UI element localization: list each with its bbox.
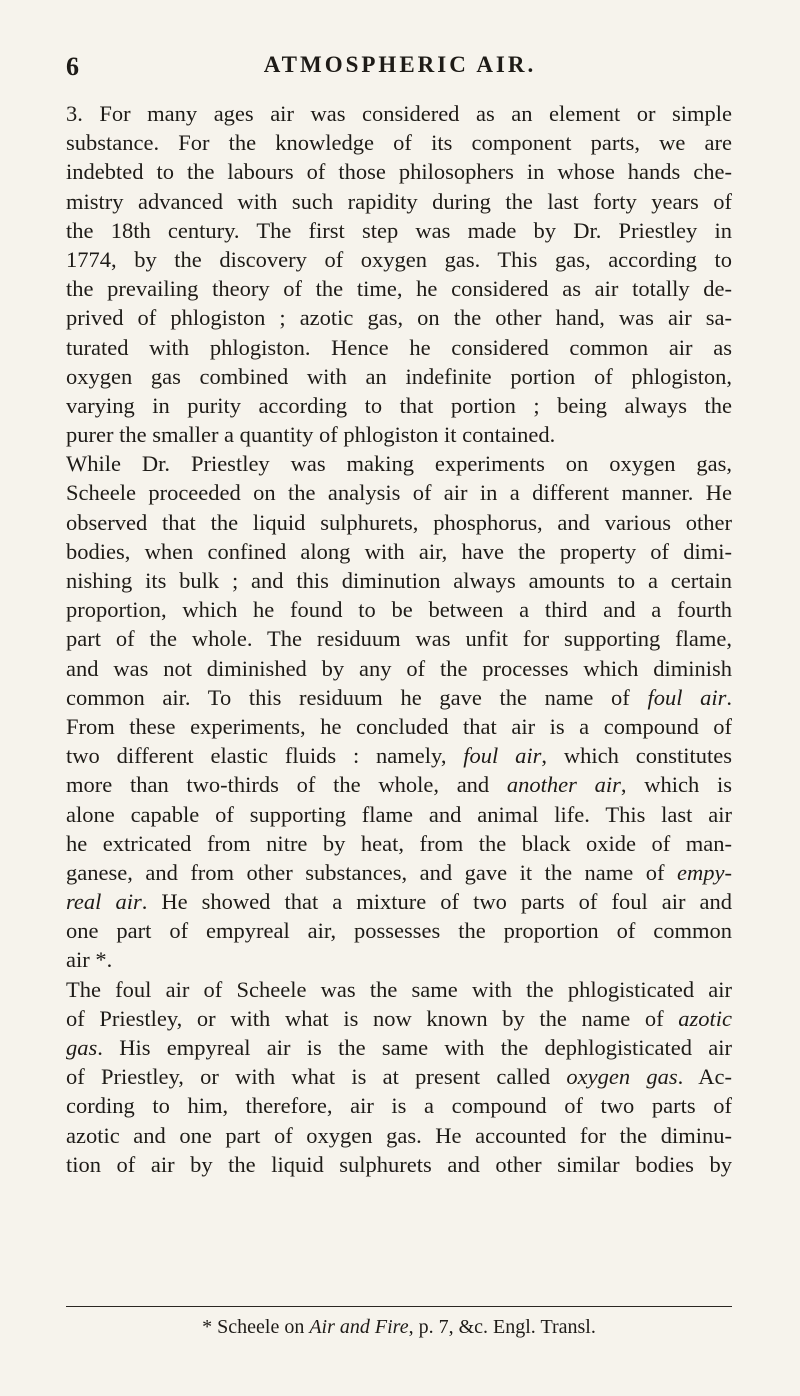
text-segment: ganese, and from other substances, and gave it the name of (66, 859, 678, 885)
body-text (66, 99, 732, 1179)
text-segment: , which is (620, 772, 732, 798)
italic-term: empy- (677, 859, 732, 885)
text-segment: common air. To this residuum he gave the name of (66, 684, 648, 710)
italic-term: oxygen gas (566, 1064, 678, 1090)
footnote-rule (66, 1306, 732, 1307)
footnote (66, 1314, 732, 1340)
text-line (66, 362, 732, 391)
text-line (66, 566, 732, 595)
text-line (66, 274, 732, 303)
page-header (66, 52, 734, 86)
text-segment: alone capable of supporting flame and animal life. This last air (66, 801, 732, 827)
italic-term: real air (66, 889, 142, 915)
text-segment: part of the whole. The residuum was unfit for supporting flame, (66, 626, 732, 652)
text-line (66, 916, 732, 945)
text-segment: . His empyreal air is the same with the dephlogisticated air (97, 1035, 732, 1060)
text-line (66, 1033, 732, 1062)
text-line (66, 99, 732, 128)
text-line (66, 858, 732, 887)
text-line (66, 770, 732, 799)
text-segment: proportion, which he found to be between a third and a fourth (66, 597, 732, 623)
text-segment: purer the smaller a quantity of phlogiston it contained. (66, 422, 556, 448)
text-segment: , which constitutes (541, 743, 732, 769)
text-line (66, 333, 732, 362)
text-segment: and was not diminished by any of the processes which diminish (66, 655, 732, 681)
text-segment: more than two-thirds of the whole, and (66, 772, 507, 798)
text-line (66, 420, 732, 449)
text-line (66, 829, 732, 858)
text-line (66, 508, 732, 537)
text-segment: Scheele proceeded on the analysis of air in a different manner. He (66, 480, 732, 506)
text-line (66, 1004, 732, 1033)
text-segment: 1774, by the discovery of oxygen gas. This gas, according to (66, 246, 732, 272)
text-segment: The foul air of Scheele was the same with the phlogisticated air (66, 976, 732, 1002)
text-line (66, 1121, 732, 1150)
italic-term: foul air (463, 743, 542, 769)
text-segment: While Dr. Priestley was making experiments on oxygen gas, (66, 451, 732, 477)
text-line (66, 303, 732, 332)
text-line (66, 595, 732, 624)
text-segment: of Priestley, or with what is now known by the name of (66, 1005, 679, 1031)
text-segment: of Priestley, or with what is at present called (66, 1064, 567, 1090)
text-segment: . (726, 684, 733, 710)
text-line (66, 478, 732, 507)
italic-term: gas (66, 1035, 98, 1060)
text-segment: cording to him, therefore, air is a compound of two parts of (66, 1093, 732, 1119)
text-segment: turated with phlogiston. Hence he considered common air as (66, 334, 732, 360)
page-number: 6 (66, 52, 80, 81)
text-line (66, 187, 732, 216)
text-line (66, 245, 732, 274)
text-segment: the prevailing theory of the time, he considered as air totally de- (66, 276, 732, 302)
italic-term: azotic (678, 1005, 732, 1031)
text-segment: bodies, when confined along with air, have the property of dimi- (66, 538, 732, 564)
footnote-text: * Scheele on (202, 1316, 310, 1338)
text-line (66, 157, 732, 186)
text-segment: two different elastic fluids : namely, (66, 743, 464, 769)
text-segment: prived of phlogiston ; azotic gas, on the other hand, was air sa- (66, 305, 732, 331)
text-line (66, 945, 732, 974)
text-segment: varying in purity according to that portion ; being always the (66, 392, 732, 418)
text-segment: substance. For the knowledge of its component parts, we are (66, 130, 732, 156)
text-segment: From these experiments, he concluded that air is a compound of (66, 713, 732, 739)
text-segment: tion of air by the liquid sulphurets and other similar bodies by (66, 1151, 732, 1177)
running-title: ATMOSPHERIC AIR. (263, 52, 537, 77)
text-segment: the 18th century. The first step was made by Dr. Priestley in (66, 217, 732, 243)
text-segment: 3. For many ages air was considered as an element or simple (66, 101, 732, 126)
italic-term: foul air (647, 684, 727, 710)
text-line (66, 624, 732, 653)
text-segment: . He showed that a mixture of two parts of foul air and (141, 889, 732, 915)
text-line (66, 654, 732, 683)
text-segment: mistry advanced with such rapidity during the last forty years of (66, 188, 732, 214)
text-segment: he extricated from nitre by heat, from the black oxide of man- (66, 830, 732, 856)
text-line (66, 216, 732, 245)
text-segment: one part of empyreal air, possesses the proportion of common (66, 918, 732, 944)
footnote-title: Air and Fire (309, 1316, 409, 1338)
footnote-text: , p. 7, &c. Engl. Transl. (408, 1316, 596, 1338)
text-line (66, 712, 732, 741)
text-line (66, 800, 732, 829)
text-line (66, 683, 732, 712)
text-segment: . Ac- (677, 1064, 732, 1090)
text-segment: indebted to the labours of those philosophers in whose hands che- (66, 159, 732, 185)
text-line (66, 741, 732, 770)
text-line (66, 975, 732, 1004)
text-segment: air *. (66, 947, 113, 973)
text-segment: observed that the liquid sulphurets, phosphorus, and various other (66, 509, 732, 535)
text-segment: oxygen gas combined with an indefinite portion of phlogiston, (66, 363, 732, 389)
text-line (66, 537, 732, 566)
text-line (66, 1091, 732, 1120)
italic-term: another air (506, 772, 621, 798)
text-line (66, 391, 732, 420)
text-line (66, 1062, 732, 1091)
text-line (66, 449, 732, 478)
text-segment: azotic and one part of oxygen gas. He accounted for the diminu- (66, 1122, 732, 1148)
text-line (66, 1150, 732, 1179)
text-line (66, 128, 732, 157)
text-segment: nishing its bulk ; and this diminution always amounts to a certain (66, 568, 732, 593)
text-line (66, 887, 732, 916)
